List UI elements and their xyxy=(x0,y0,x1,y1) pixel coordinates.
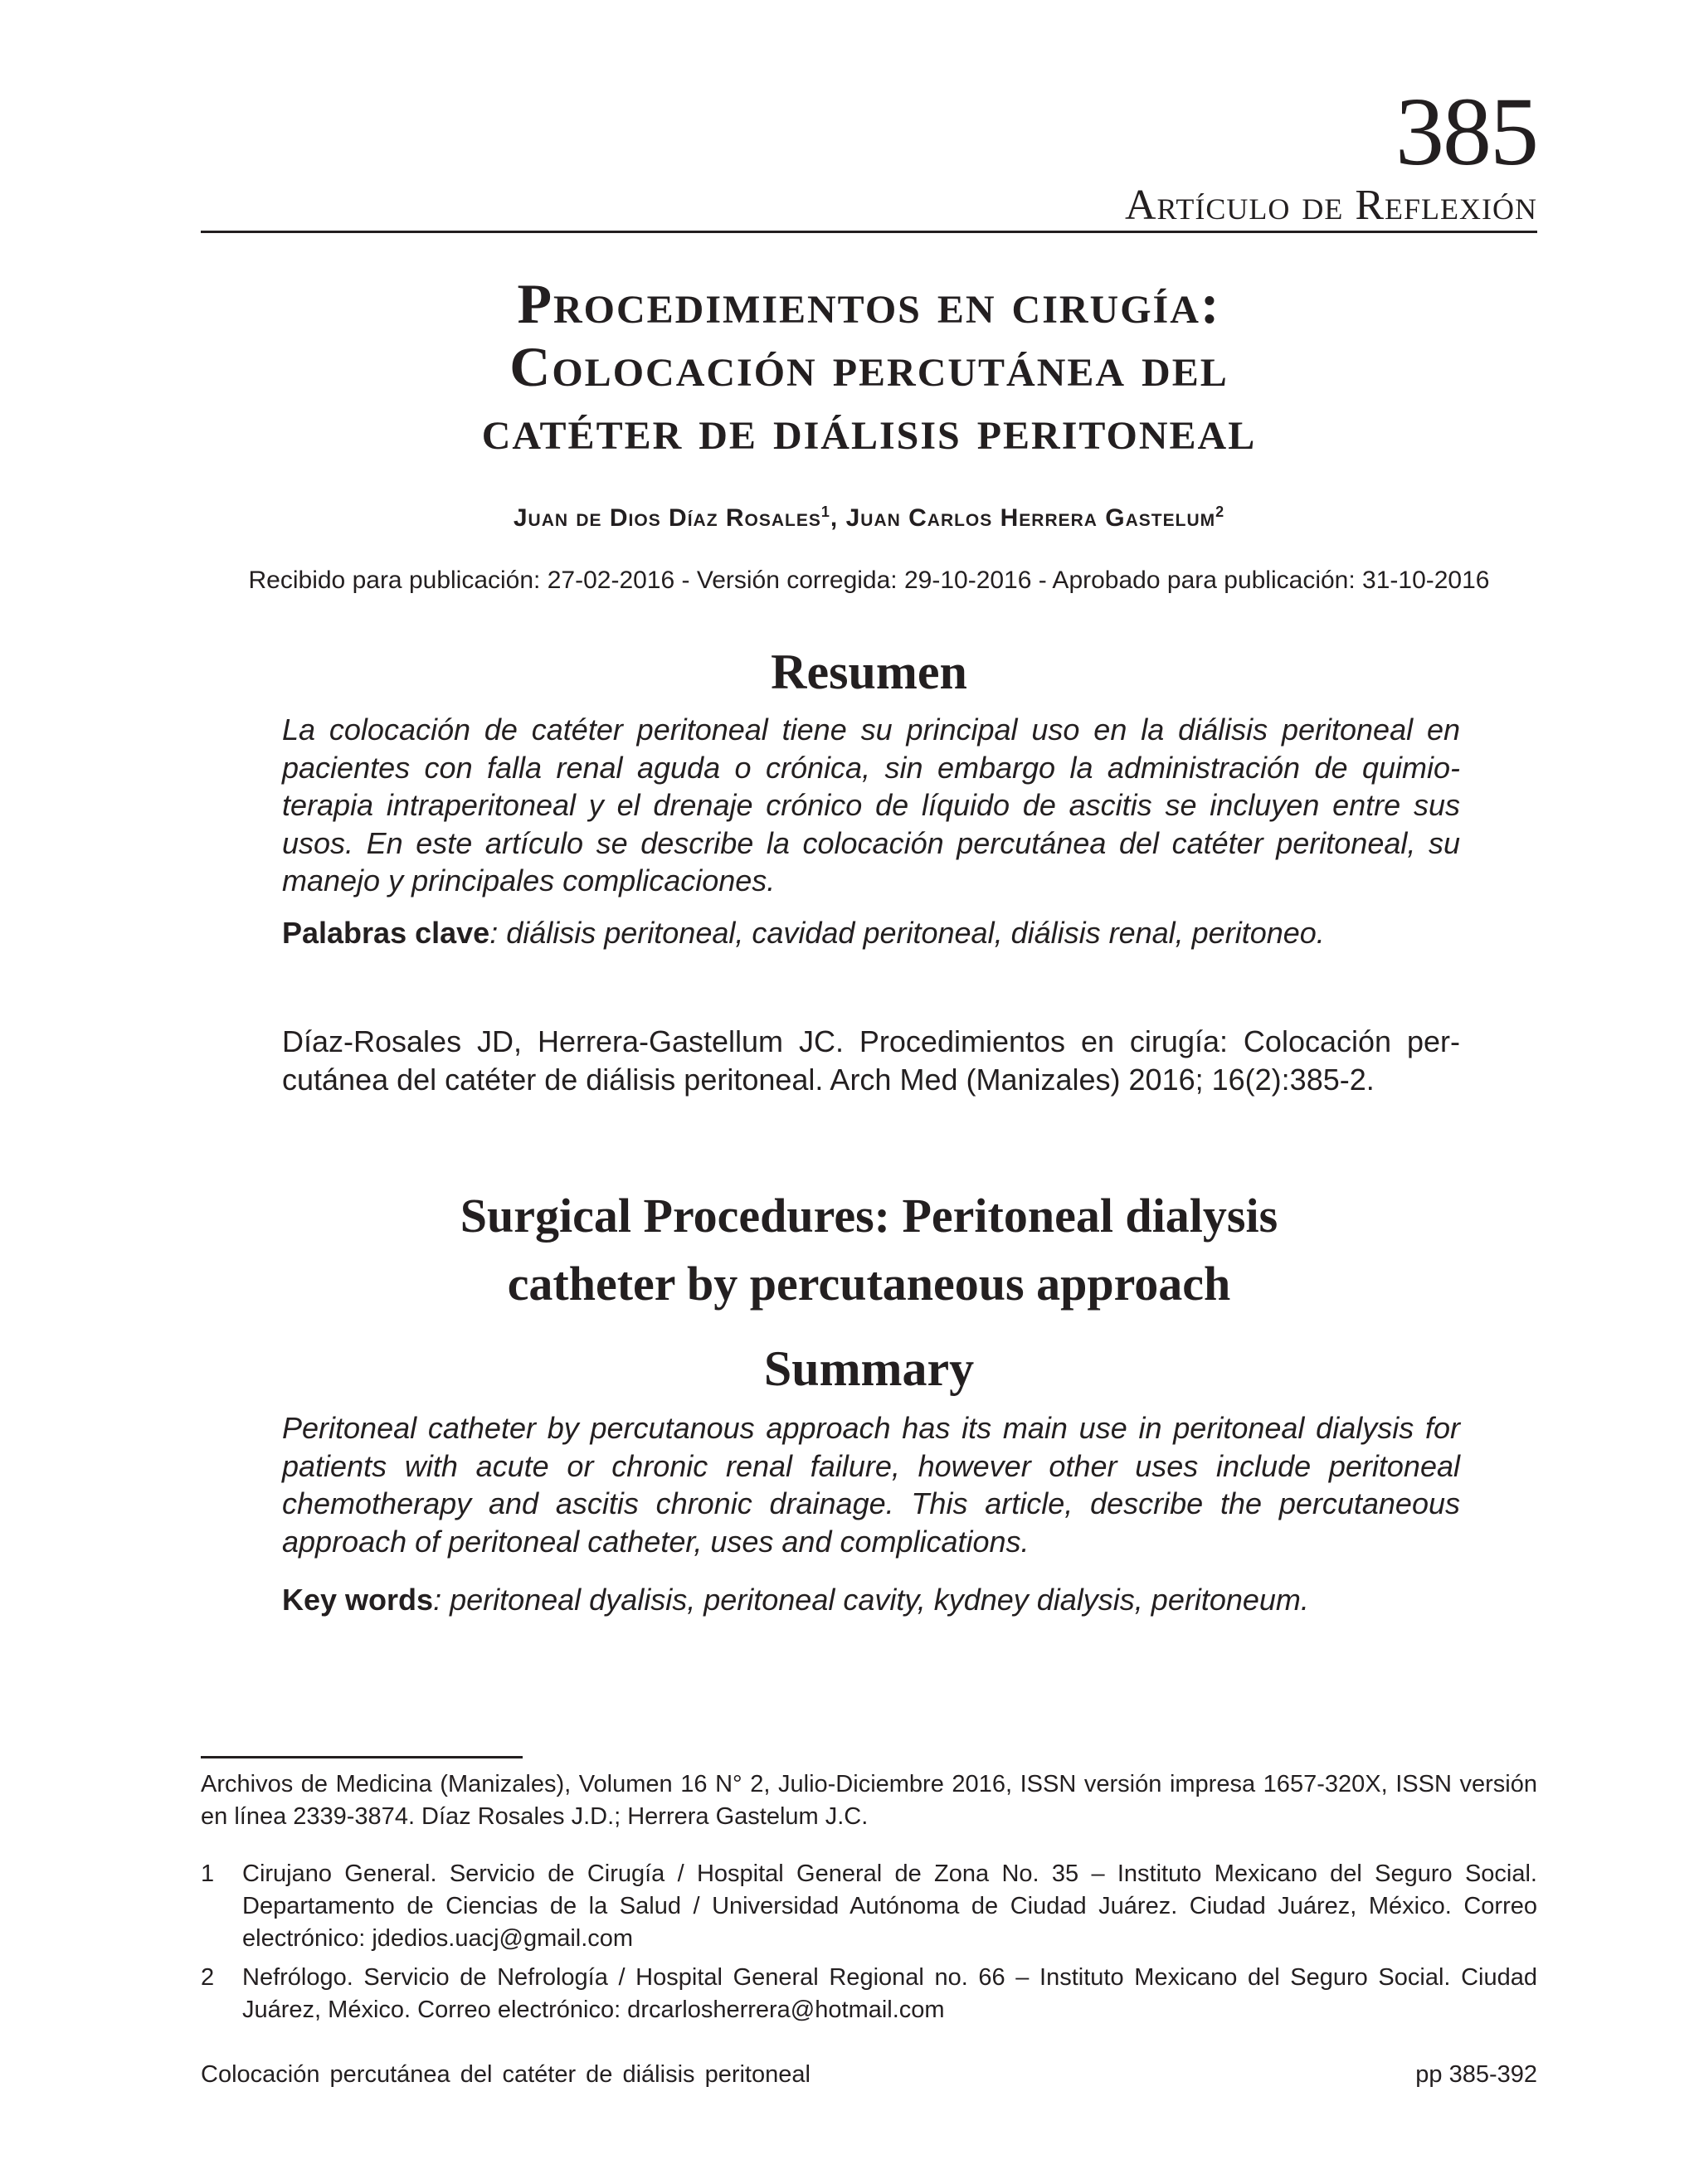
keywords-list: : peritoneal dyalisis, peritoneal cavity, kydney dialysis, peritoneum. xyxy=(433,1583,1309,1617)
palabras-clave xyxy=(282,914,1460,951)
english-title-line-2: catheter by percutaneous approach xyxy=(507,1257,1231,1311)
author-name: Juan Carlos Herrera Gastelum xyxy=(845,504,1216,532)
keywords-label: Key words xyxy=(282,1583,434,1617)
title-line-2: Colocación percutánea del xyxy=(509,335,1229,398)
resumen-text: La colocación de catéter peritoneal tiene su principal uso en la diálisis peritoneal en pacientes con falla renal aguda o crónica, sin embargo la administración de quimio-terapia intraperitoneal y el drenaje crónico de líquido de ascitis se incluyen entre sus usos. En este artículo se describe la colocación percutánea del catéter peritoneal, su manejo y principales complicaciones. xyxy=(282,713,1460,897)
english-title xyxy=(201,1182,1537,1318)
footnote-rule xyxy=(201,1756,523,1758)
english-title-line-1: Surgical Procedures: Peritoneal dialysis xyxy=(460,1189,1278,1243)
summary-text: Peritoneal catheter by percutanous approach has its main use in peritoneal dialysis for patients with acute or chronic renal failure, however other uses include peritoneal chemotherapy and ascitis chronic drainage. This article, describe the percutaneous approach of peritoneal catheter, uses and complications. xyxy=(282,1411,1460,1559)
footnote-text: Nefrólogo. Servicio de Nefrología / Hospital General Regional no. 66 – Instituto Mexicano del Seguro Social. Ciudad Juárez, México. Correo electrónico: drcarlosherrera@hotmail.com xyxy=(242,1964,1537,2023)
footnote-number: 2 xyxy=(201,1964,215,1991)
page-range: pp 385-392 xyxy=(1415,2061,1537,2088)
footnote-text: Cirujano General. Servicio de Cirugía / Hospital General de Zona No. 35 – Instituto Mexicano del Seguro Social. Departamento de Ciencias de la Salud / Universidad Autónoma de Ciudad Juárez. Ciudad Juárez, México. Correo electrónico: jdedios.uacj@gmail.com xyxy=(242,1861,1537,1952)
page-number: 385 xyxy=(1395,77,1537,186)
title-line-3: catéter de diálisis peritoneal xyxy=(481,398,1257,461)
footnote-number: 1 xyxy=(201,1861,215,1887)
journal-note: Archivos de Medicina (Manizales), Volumen 16 N° 2, Julio-Diciembre 2016, ISSN versión impresa 1657-320X, ISSN versión en línea 2339-3874. Díaz Rosales J.D.; Herrera Gastelum J.C. xyxy=(201,1771,1537,1830)
author-list xyxy=(201,503,1537,533)
footnote-2 xyxy=(201,1962,1537,2026)
author-name: Juan de Dios Díaz Rosales xyxy=(513,504,821,532)
keywords-label: Palabras clave xyxy=(282,916,490,950)
affiliation-mark: 1 xyxy=(820,503,830,520)
header-rule xyxy=(201,231,1537,233)
title-line-1: Procedimientos en cirugía: xyxy=(517,272,1221,335)
author-separator: , xyxy=(830,504,846,532)
summary-heading: Summary xyxy=(763,1341,975,1396)
section-label: Artículo de Reflexión xyxy=(1124,182,1537,229)
footnote-1 xyxy=(201,1858,1537,1955)
keywords-list: : diálisis peritoneal, cavidad peritoneal, diálisis renal, peritoneo. xyxy=(489,916,1325,950)
key-words xyxy=(282,1581,1460,1618)
affiliation-mark: 2 xyxy=(1215,503,1225,520)
article-title xyxy=(201,272,1537,461)
running-footer: Colocación percutánea del catéter de diálisis peritoneal xyxy=(201,2061,811,2088)
resumen-heading: Resumen xyxy=(771,644,967,699)
citation: Díaz-Rosales JD, Herrera-Gastellum JC. Procedimientos en cirugía: Colocación per-cutánea del catéter de diálisis peritoneal. Arch Med (Manizales) 2016; 16(2):385-2. xyxy=(282,1024,1460,1097)
publication-dates: Recibido para publicación: 27-02-2016 - Versión corregida: 29-10-2016 - Aprobado para publicación: 31-10-2016 xyxy=(248,567,1490,594)
